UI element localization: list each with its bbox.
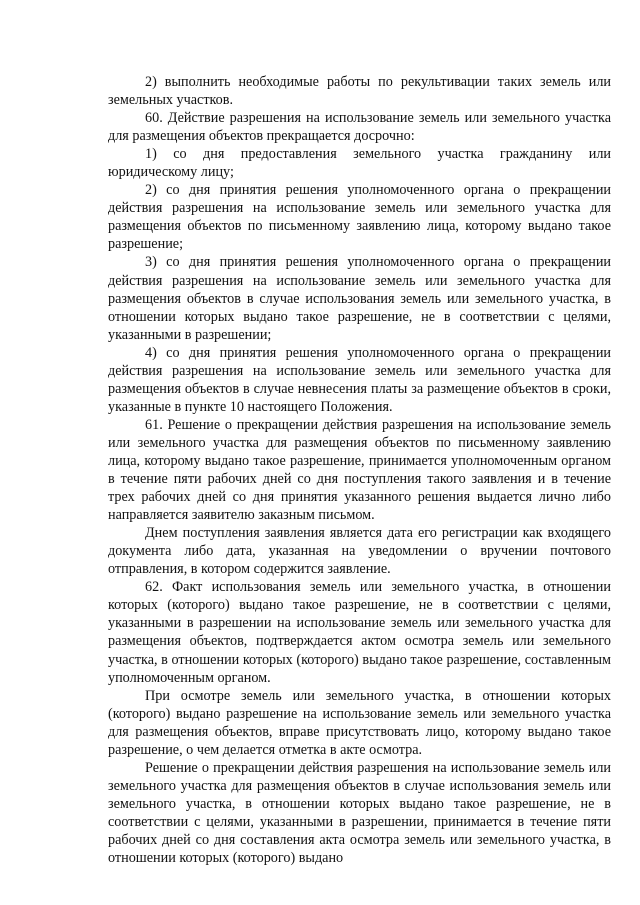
paragraph-item-2-reclamation: 2) выполнить необходимые работы по рекультивации таких земель или земельных участков. — [108, 74, 611, 109]
paragraph-61-receipt-date: Днем поступления заявления является дата его регистрации как входящего документа либо дата, указанная на уведомлении о вручении почтового отправления, в котором содержится заявление. — [108, 525, 611, 578]
paragraph-60-item-4: 4) со дня принятия решения уполномоченного органа о прекращении действия разрешения на использование земель или земельного участка для размещения объектов в случае невнесения платы за размещение объектов в сроки, указанные в пункте 10 настоящего Положения. — [108, 344, 611, 415]
paragraph-60-item-2: 2) со дня принятия решения уполномоченного органа о прекращении действия разрешения на использование земель или земельного участка для размещения объектов по письменному заявлению лица, которому выдано такое разрешение; — [108, 182, 611, 253]
paragraph-62: 62. Факт использования земель или земельного участка, в отношении которых (которого) выдано такое разрешение, не в соответствии с целями, указанными в разрешении на использование земель или земельного участка для размещения объектов, подтверждается актом осмотра земель или земельного участка, в отношении которых (которого) выдано такое разрешение, составленным уполномоченным органом. — [108, 579, 611, 686]
paragraph-60-item-3: 3) со дня принятия решения уполномоченного органа о прекращении действия разрешения на использование земель или земельного участка для размещения объектов в случае использования земель или земельного участка, в отношении которых выдано такое разрешение, не в соответствии с целями, указанными в разрешении; — [108, 254, 611, 343]
paragraph-60-intro: 60. Действие разрешения на использование земель или земельного участка для размещения объектов прекращается досрочно: — [108, 110, 611, 145]
paragraph-62-inspection: При осмотре земель или земельного участка, в отношении которых (которого) выдано разрешение на использование земель или земельного участка для размещения объектов, вправе присутствовать лицо, которому выдано такое разрешение, о чем делается отметка в акте осмотра. — [108, 687, 611, 758]
paragraph-62-termination-decision: Решение о прекращении действия разрешения на использование земель или земельного участка для размещения объектов в случае использования земель или земельного участка, в отношении которых выдано такое разрешение, не в соответствии с целями, указанными в разрешении, принимается в течение пяти рабочих дней со дня составления акта осмотра земель или земельного участка, в отношении которых (которого) выдано — [108, 759, 611, 867]
paragraph-61: 61. Решение о прекращении действия разрешения на использование земель или земельного участка для размещения объектов по письменному заявлению лица, которому выдано такое разрешение, принимается уполномоченным органом в течение пяти рабочих дней со дня поступления такого заявления и в течение трех рабочих дней со дня принятия указанного решения выдается лично либо направляется заявителю заказным письмом. — [108, 416, 611, 524]
document-page — [108, 73, 611, 867]
paragraph-60-item-1: 1) со дня предоставления земельного участка гражданину или юридическому лицу; — [108, 146, 611, 181]
